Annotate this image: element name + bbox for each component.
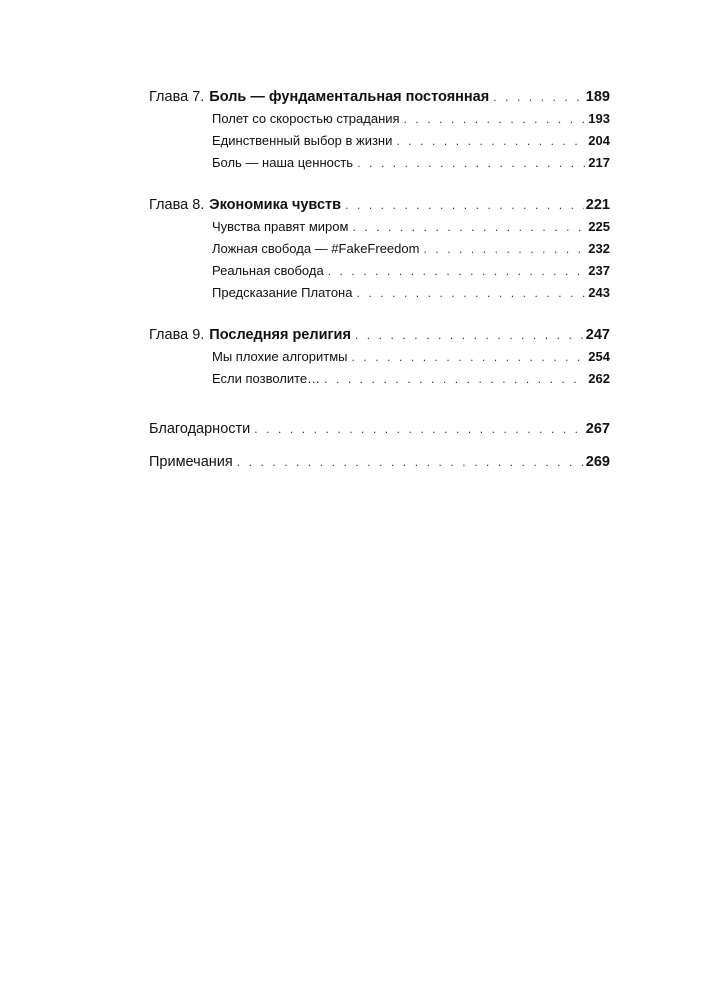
chapter-title: Экономика чувств (209, 197, 342, 213)
page-number: 204 (588, 133, 610, 148)
dot-leader (357, 152, 586, 174)
page-number: 225 (588, 219, 610, 234)
toc-section[interactable] (149, 282, 610, 304)
section-title: Мы плохие алгоритмы (212, 349, 348, 364)
toc-section[interactable] (149, 368, 610, 390)
toc-section[interactable] (149, 108, 610, 130)
toc-notes[interactable] (149, 451, 610, 473)
toc-chapter-9[interactable] (149, 324, 610, 346)
dot-leader (328, 260, 587, 282)
page-number: 247 (585, 327, 610, 343)
chapter-title: Последняя религия (209, 327, 351, 343)
dot-leader (355, 324, 584, 346)
chapter-number: Глава 7. (149, 89, 205, 105)
dot-leader (404, 108, 587, 130)
page-number: 267 (585, 421, 610, 437)
dot-leader (254, 418, 584, 440)
chapter-number: Глава 8. (149, 197, 205, 213)
toc-acknowledgements[interactable] (149, 418, 610, 440)
section-title: Чувства правят миром (212, 219, 349, 234)
dot-leader (324, 368, 586, 390)
dot-leader (351, 346, 586, 368)
page-number: 232 (588, 241, 610, 256)
spacer (149, 304, 610, 324)
section-title: Реальная свобода (212, 263, 324, 278)
page-number: 262 (588, 371, 610, 386)
page-number: 254 (588, 349, 610, 364)
spacer (149, 390, 610, 418)
section-title: Если позволите… (212, 371, 321, 386)
page-number: 243 (588, 285, 610, 300)
dot-leader (345, 194, 584, 216)
toc-section[interactable] (149, 152, 610, 174)
dot-leader (423, 238, 586, 260)
toc-section[interactable] (149, 346, 610, 368)
table-of-contents (149, 86, 610, 473)
section-title: Боль — наша ценность (212, 155, 354, 170)
toc-section[interactable] (149, 238, 610, 260)
page-number: 193 (588, 111, 610, 126)
page-number: 189 (585, 89, 610, 105)
dot-leader (352, 216, 586, 238)
chapter-title: Боль — фундаментальная постоянная (209, 89, 490, 105)
section-title: Полет со скоростью страдания (212, 111, 400, 126)
section-title: Ложная свобода — #FakeFreedom (212, 241, 420, 256)
section-title: Предсказание Платона (212, 285, 353, 300)
spacer (149, 440, 610, 451)
spacer (149, 174, 610, 194)
dot-leader (356, 282, 586, 304)
back-matter-title: Благодарности (149, 421, 251, 437)
toc-section[interactable] (149, 260, 610, 282)
dot-leader (493, 86, 584, 108)
section-title: Единственный выбор в жизни (212, 133, 393, 148)
chapter-number: Глава 9. (149, 327, 205, 343)
page-number: 221 (585, 197, 610, 213)
toc-chapter-8[interactable] (149, 194, 610, 216)
dot-leader (396, 130, 586, 152)
toc-section[interactable] (149, 216, 610, 238)
page-number: 217 (588, 155, 610, 170)
toc-chapter-7[interactable] (149, 86, 610, 108)
back-matter-title: Примечания (149, 454, 233, 470)
page-number: 269 (585, 454, 610, 470)
dot-leader (237, 451, 584, 473)
page-number: 237 (588, 263, 610, 278)
toc-section[interactable] (149, 130, 610, 152)
